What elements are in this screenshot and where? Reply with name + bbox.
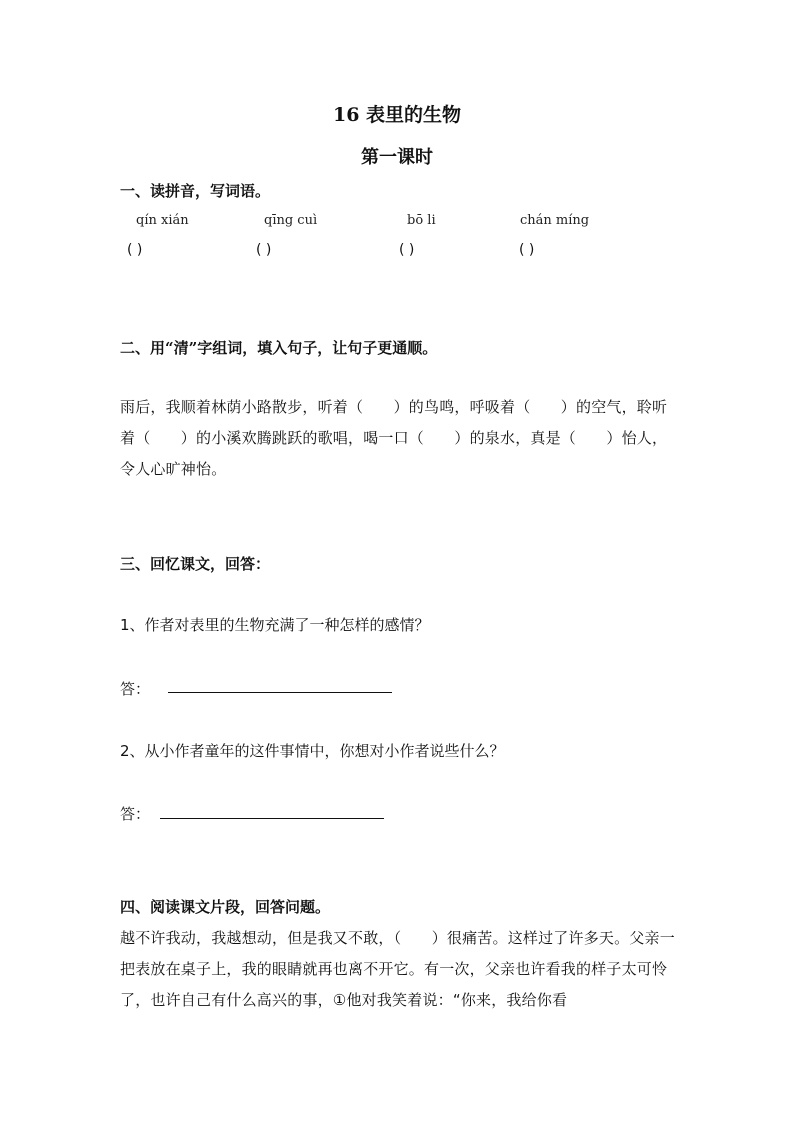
question-2: 2、从小作者童年的这件事情中，你想对小作者说些什么？ [120,742,505,760]
section4-paragraph: 越不许我动，我越想动，但是我又不敢，（ ）很痛苦。这样过了许多天。父亲一把表放在桌子上，我的眼睛就再也离不开它。有一次，父亲也许看我的样子太可怜了，也许自己有什么高兴的事，①他对我笑着说：“你来，我给你看 [120,929,675,1009]
pinyin-4: chán míng [520,213,590,228]
answer-blank-4[interactable]: ( ) [519,242,535,258]
section3-heading: 三、回忆课文，回答： [120,555,271,573]
page-subtitle: 第一课时 [361,147,433,168]
answer-blank-2[interactable]: ( ) [256,242,272,258]
page-title: 16 表里的生物 [332,104,462,126]
answer-line-2[interactable] [160,818,384,819]
pinyin-3: bō li [407,213,436,228]
pinyin-1: qín xián [136,213,189,228]
question-1: 1、作者对表里的生物充满了一种怎样的感情？ [120,616,430,634]
section2-heading: 二、用“清”字组词，填入句子，让句子更通顺。 [120,339,438,357]
answer-label-1: 答： [120,680,151,698]
section4-heading: 四、阅读课文片段，回答问题。 [120,898,331,916]
answer-blank-1[interactable]: ( ) [127,242,143,258]
section2-paragraph: 雨后，我顺着林荫小路散步，听着（ ）的鸟鸣，呼吸着（ ）的空气，聆听着（ ）的小溪欢腾跳跃的歌唱，喝一口（ ）的泉水，真是（ ）怡人，令人心旷神怡。 [120,398,668,478]
pinyin-2: qīng cuì [264,213,318,228]
section1-heading: 一、读拼音，写词语。 [120,182,271,200]
answer-blank-3[interactable]: ( ) [399,242,415,258]
answer-line-1[interactable] [168,692,392,693]
answer-label-2: 答： [120,805,151,823]
